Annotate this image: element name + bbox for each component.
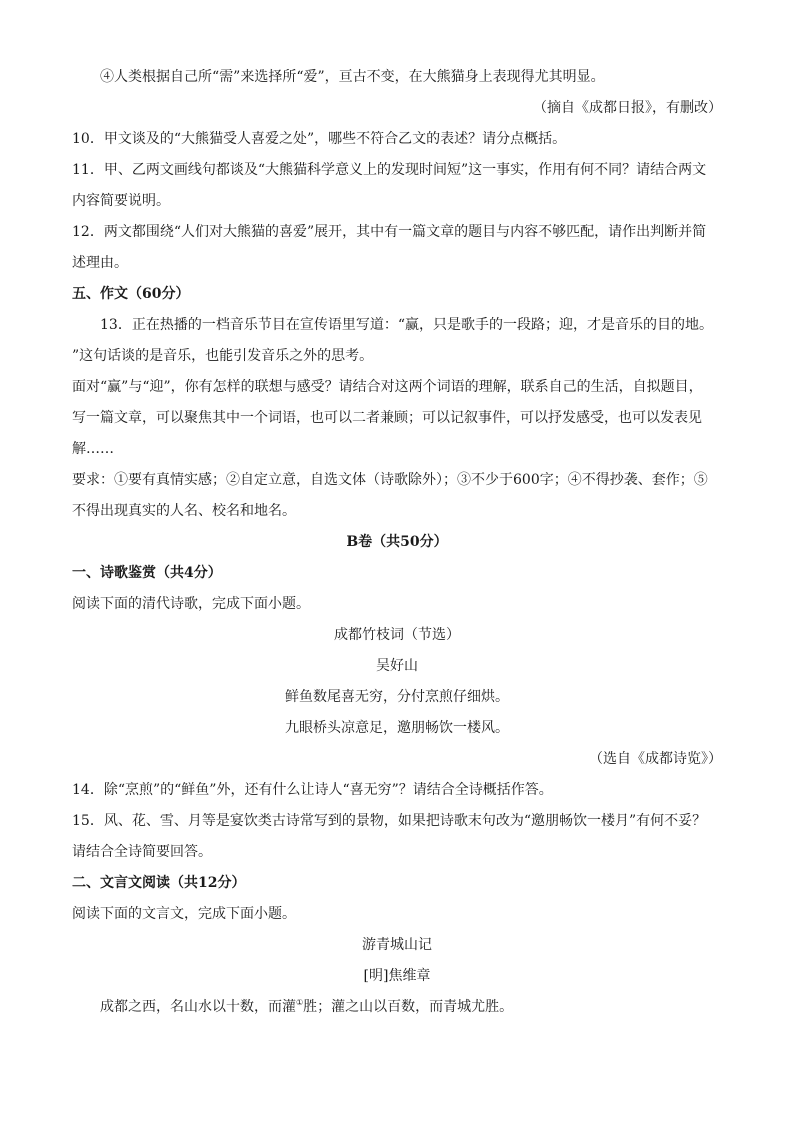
classical-title: 游青城山记 — [362, 937, 432, 953]
poem-author: 吴好山 — [376, 658, 418, 674]
classical-author: [明]焦维章 — [363, 968, 431, 984]
essay-requirements-line-1: 要求：①要有真情实感；②自定立意，自选文体（诗歌除外）；③不少于600字；④不得抄袭、套作；⑤ — [72, 472, 708, 488]
question-14: 14．除“烹煎”的“鲜鱼”外，还有什么让诗人“喜无穷”？请结合全诗概括作答。 — [72, 782, 553, 798]
classical-first-sentence — [72, 992, 722, 1023]
classical-heading: 二、文言文阅读（共12分） — [72, 875, 246, 891]
poem-verse-2: 九眼桥头凉意足，邀朋畅饮一楼风。 — [285, 720, 509, 736]
question-12-line-1: 12．两文都围绕“人们对大熊猫的喜爱”展开，其中有一篇文章的题目与内容不够匹配，请作出判断并简 — [72, 224, 707, 240]
essay-prompt-line-1: 13．正在热播的一档音乐节目在宣传语里写道：“赢，只是歌手的一段路；迎，才是音乐的目的地。 — [100, 317, 713, 333]
question-11-line-2: 内容简要说明。 — [72, 193, 170, 209]
question-10: 10．甲文谈及的“大熊猫受人喜爱之处”，哪些不符合乙文的表述？请分点概括。 — [72, 131, 567, 147]
poem-source: （选自《成都诗览》） — [589, 751, 722, 767]
document-page — [72, 62, 722, 1023]
essay-prompt-line-3: 面对“赢”与“迎”，你有怎样的联想与感受？请结合对这两个词语的理解，联系自己的生活，自拟题目， — [72, 379, 703, 395]
question-11-line-1: 11．甲、乙两文画线句都谈及“大熊猫科学意义上的发现时间短”这一事实，作用有何不同？请结合两文 — [72, 162, 707, 178]
section-5-heading: 五、作文（60分） — [72, 286, 190, 302]
poem-verse-1: 鲜鱼数尾喜无穷，分付烹煎仔细烘。 — [285, 689, 509, 705]
passage-paragraph-4: ④人类根据自己所“需”来选择所“爱”，亘古不变，在大熊猫身上表现得尤其明显。 — [100, 69, 605, 85]
essay-requirements-line-2: 不得出现真实的人名、校名和地名。 — [72, 503, 296, 519]
essay-prompt-line-5: 解…… — [72, 441, 114, 457]
poetry-heading: 一、诗歌鉴赏（共4分） — [72, 565, 222, 581]
volume-b-heading: B卷（共50分） — [346, 534, 448, 550]
essay-prompt-line-4: 写一篇文章，可以聚焦其中一个词语，也可以二者兼顾；可以记叙事件，可以抒发感受，也可以发表见 — [72, 410, 702, 426]
classical-text-a: 成都之西，名山水以十数，而灌 — [100, 999, 296, 1015]
poem-title: 成都竹枝词（节选） — [334, 627, 460, 643]
essay-prompt-line-2: ”这句话谈的是音乐，也能引发音乐之外的思考。 — [72, 348, 374, 364]
classical-text-b: 胜；灌之山以百数，而青城尤胜。 — [303, 999, 514, 1015]
passage-source: （摘自《成都日报》，有删改） — [533, 100, 722, 116]
question-15-line-1: 15．风、花、雪、月等是宴饮类古诗常写到的景物，如果把诗歌末句改为“邀朋畅饮一楼月”有何不妥？ — [72, 813, 707, 829]
poetry-intro: 阅读下面的清代诗歌，完成下面小题。 — [72, 596, 310, 612]
classical-intro: 阅读下面的文言文，完成下面小题。 — [72, 906, 296, 922]
question-15-line-2: 请结合全诗简要回答。 — [72, 844, 212, 860]
question-12-line-2: 述理由。 — [72, 255, 128, 271]
footnote-marker: ① — [296, 998, 304, 1007]
